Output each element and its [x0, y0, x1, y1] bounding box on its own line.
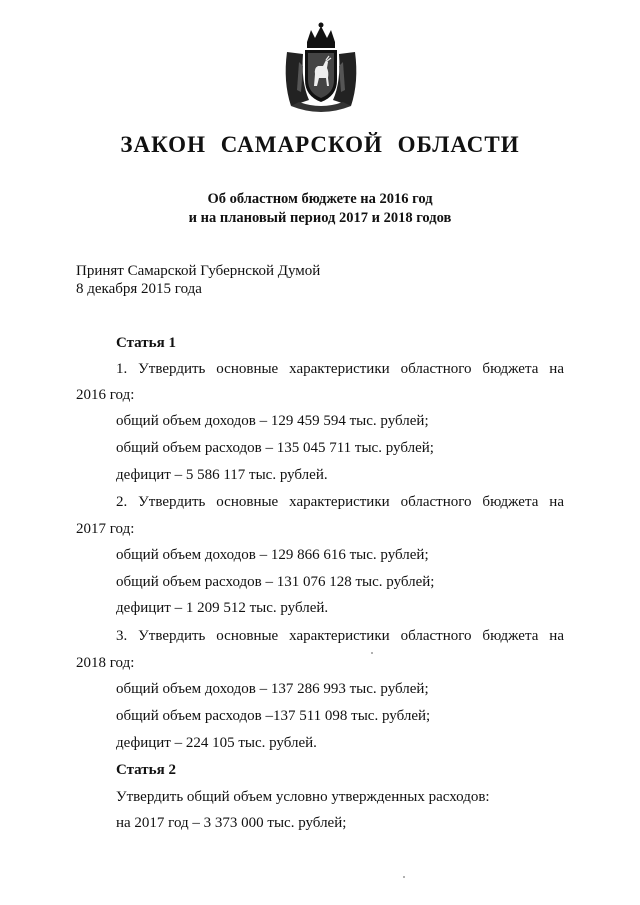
article-1-item-2-income: общий объем доходов – 129 866 616 тыс. рублей; — [116, 547, 429, 563]
article-1-item-2-expense: общий объем расходов – 131 076 128 тыс. рублей; — [116, 574, 435, 590]
article-1-item-3-deficit: дефицит – 224 105 тыс. рублей. — [116, 735, 317, 751]
scan-speck — [403, 876, 405, 878]
adoption-line-1: Принят Самарской Губернской Думой — [76, 263, 321, 279]
article-1-item-3-lead: 3. Утвердить основные характеристики областного бюджета на — [116, 628, 564, 644]
adoption-date: 8 декабря 2015 года — [76, 281, 202, 297]
law-title: ЗАКОН САМАРСКОЙ ОБЛАСТИ — [120, 132, 520, 157]
article-1-item-1-lead: 1. Утвердить основные характеристики областного бюджета на — [116, 361, 564, 377]
article-1-item-2-lead: 2. Утвердить основные характеристики областного бюджета на — [116, 494, 564, 510]
article-1-item-1-deficit: дефицит – 5 586 117 тыс. рублей. — [116, 467, 328, 483]
law-subtitle-line-2: и на плановый период 2017 и 2018 годов — [188, 210, 452, 226]
article-1-item-1-expense: общий объем расходов – 135 045 711 тыс. рублей; — [116, 440, 434, 456]
article-1-item-3-expense: общий объем расходов –137 511 098 тыс. рублей; — [116, 708, 431, 724]
article-1-item-2-deficit: дефицит – 1 209 512 тыс. рублей. — [116, 600, 329, 616]
article-1-item-1-income: общий объем доходов – 129 459 594 тыс. рублей; — [116, 413, 429, 429]
article-2-line-2: на 2017 год – 3 373 000 тыс. рублей; — [116, 815, 347, 831]
article-2-line-1: Утвердить общий объем условно утвержденных расходов: — [116, 789, 490, 805]
article-1-item-3-year: 2018 год: — [76, 655, 135, 671]
article-2-heading: Статья 2 — [116, 762, 176, 778]
scan-speck — [371, 652, 373, 654]
law-subtitle-line-1: Об областном бюджете на 2016 год — [207, 191, 433, 207]
article-1-item-1-year: 2016 год: — [76, 387, 135, 403]
article-1-item-2-year: 2017 год: — [76, 521, 135, 537]
article-1-heading: Статья 1 — [116, 335, 176, 351]
coat-of-arms-icon — [281, 22, 361, 114]
article-1-item-3-income: общий объем доходов – 137 286 993 тыс. рублей; — [116, 681, 429, 697]
